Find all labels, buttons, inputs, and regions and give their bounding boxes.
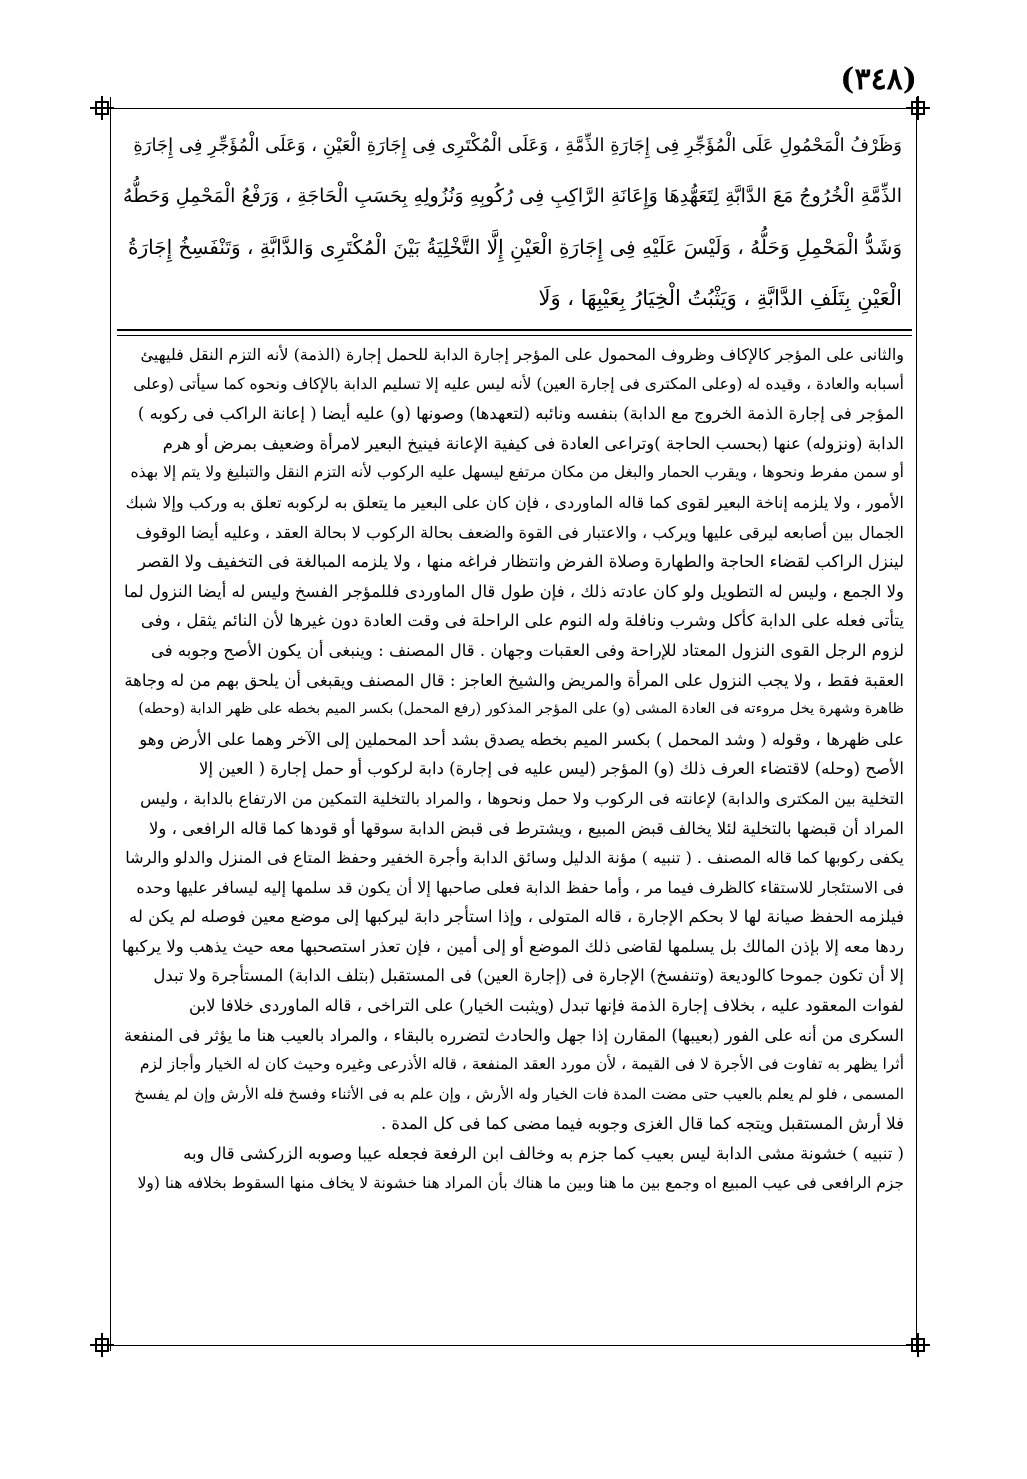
corner-ornament-icon [90, 1333, 114, 1357]
sharh-line: يكفى ركوبها كما قاله المصنف . ( تنبيه ) مؤنة الدليل وسائق الدابة وأجرة الخفير وحفظ المتاع فى المنزل والدلو والرشا [125, 848, 904, 868]
sharh-line: فيلزمه الحفظ صيانة لها لا بحكم الإجارة ، قاله المتولى ، وإذا استأجر دابة ليركبها إلى موضع معين فوصله لم يكن له [129, 907, 904, 927]
sharh-line: العقبة فقط ، ولا يجب النزول على المرأة والمريض والشيخ العاجز : قال المصنف ويقبغى أن يلحق بهم من له وجاهة [124, 670, 904, 690]
sharh-line: المراد أن قبضها بالتخلية لئلا يخالف قبض المبيع ، ويشترط فى قبض الدابة سوقها أو قودها كما قاله الرافعى ، ولا [148, 818, 904, 838]
sharh-line: إلا أن تكون جموحا كالوديعة (وتنفسخ) الإجارة فى (إجارة العين) فى المستقبل (بتلف الدابة) المستأجرة ولا تبدل [153, 966, 904, 986]
sharh-line: لزوم الرجل القوى النزول المعتاد للإراحة وفى العقبات وجهان . قال المصنف : وينبغى أن يكون الأصح وجوبه فى [150, 640, 904, 660]
bottom-rule [110, 1345, 918, 1346]
matn-separator-rule [117, 329, 912, 331]
sharh-line: فلا أرش المستقبل ويتجه كما قال الغزى وجوبه فيما مضى كما فى كل المدة . [380, 1114, 904, 1134]
sharh-line: ( تنبيه ) خشونة مشى الدابة ليس بعيب كما جزم به وخالف ابن الرفعة فجعله عيبا وصوبه الزركشى قال وبه [183, 1144, 904, 1164]
matn-text-block [122, 120, 902, 325]
matn-line: وَظَرْفُ الْمَحْمُولِ عَلَى الْمُؤَجِّرِ فِى إِجَارَةِ الذِّمَّةِ ، وَعَلَى الْمُكْتَرِى فِى إِجَارَةِ الْعَيْنِ ، وَعَلَى الْمُؤَجِّرِ فِى إِجَارَةِ [133, 135, 902, 156]
sharh-line: المؤجر فى إجارة الذمة الخروج مع الدابة) بنفسه ونائبه (لتعهدها) وصونها (و) عليه أيضا ( إعانة الراكب فى ركوبه ) [137, 404, 904, 424]
sharh-line: المسمى ، فلو لم يعلم بالعيب حتى مضت المدة فات الخيار وله الأرش ، وإن علم به فى الأثناء وفسخ فله الأرش وإن لم يفسخ [134, 1084, 904, 1103]
sharh-line: أو سمن مفرط ونحوها ، ويقرب الحمار والبغل من مكان مرتفع ليسهل عليه الركوب لأنه التزم النقل والتبليغ ولا يتم إلا بهذه [130, 463, 904, 482]
sharh-line: ظاهرة وشهرة يخل مروءته فى العادة المشى (و) على المؤجر المذكور (رفع المحمل) بكسر الميم بخطه على ظهر الدابة (وحطه) [138, 701, 904, 718]
sharh-line: التخلية بين المكترى والدابة) لإعانته فى الركوب ولا حمل ونحوها ، والمراد بالتخلية التمكين من الارتفاع بالدابة ، وليس [140, 788, 904, 808]
sharh-line: الجمال بين أصابعه ليرقى عليها ويركب ، والاعتبار فى القوة والضعف بحالة الركوب لا بحالة العقد ، وعليه أيضا الوقوف [135, 522, 904, 542]
sharh-line: على ظهرها ، وقوله ( وشد المحمل ) بكسر الميم بخطه يصدق بشد أحد المحملين إلى الآخر وهما على الأرض وهو [139, 729, 904, 749]
matn-line: وَشَدُّ الْمَحْمِلِ وَحَلُّهُ ، وَلَيْسَ عَلَيْهِ فِى إِجَارَةِ الْعَيْنِ إِلَّا التَّخْلِيَةُ بَيْنَ الْمُكْتَرِى وَالدَّابَّةِ ، وَتَنْفَسِخُ إِجَارَةُ [128, 235, 902, 259]
corner-ornament-icon [906, 96, 930, 120]
sharh-line: الأصح (وحله) لاقتضاء العرف ذلك (و) المؤجر (ليس عليه فى إجارة) دابة لركوب أو حمل إجارة ( العين إلا [199, 759, 904, 779]
sharh-line: الدابة (ونزوله) عنها (بحسب الحاجة )وتراعى العادة فى كيفية الإعانة فينيخ البعير لامرأة وضعيف بمرض أو هرم [162, 433, 904, 453]
sharh-line: لفوات المعقود عليه ، بخلاف إجارة الذمة فإنها تبدل (ويثبت الخيار) على التراخى ، قاله الماوردى خلافا لابن [188, 996, 904, 1016]
top-rule [110, 108, 918, 109]
sharh-line: ردها معه إلا بإذن المالك بل يسلمها لقاضى ذلك الموضع أو إلى أمين ، فإن تعذر استصحبها معه حيث يذهب ولا يركبها [121, 936, 904, 956]
corner-ornament-icon [90, 96, 114, 120]
page-number: (٣٤٨) [840, 62, 917, 97]
sharh-line: أثرا يظهر به تفاوت فى الأجرة لا فى القيمة ، لأن مورد العقد المنفعة ، قاله الأذرعى وغيره وحيث كان له الخيار وأجاز لزم [139, 1055, 904, 1074]
sharh-line: أسبابه والعادة ، وقيده له (وعلى المكترى فى إجارة العين) لأنه ليس عليه إلا تسليم الدابة بالإكاف ونحوه كما سيأتى (وعلى [133, 374, 904, 393]
sharh-line: جزم الرافعى فى عيب المبيع اه وجمع بين ما هنا وبين ما هناك بأن المراد هنا خشونة لا يخاف منها السقوط بخلافه هنا (ولا [137, 1173, 904, 1192]
sharh-commentary-block [120, 340, 904, 1320]
sharh-line: ولا الجمع ، وليس له التطويل ولو كان عادته ذلك ، فإن طول قال الماوردى فللمؤجر الفسخ وليس له أيضا النزول لما [124, 581, 904, 601]
sharh-line: فى الاستئجار للاستقاء كالظرف فيما مر ، وأما حفظ الدابة فعلى صاحبها إلا أن يكون قد سلمها إليه ليسافر عليها وحده [136, 877, 904, 897]
matn-separator-rule-thin [117, 335, 912, 336]
matn-line: الْعَيْنِ بِتَلَفِ الدَّابَّةِ ، وَيَثْبُتُ الْخِيَارُ بِعَيْبِهَا ، وَلَا [538, 286, 902, 310]
matn-line: الذِّمَّةِ الْخُرُوجُ مَعَ الدَّابَّةِ لِتَعَهُّدِهَا وَإِعَانَةِ الرَّاكِبِ فِى رُكُوبِهِ وَنُزُولِهِ بِحَسَبِ الْحَاجَةِ ، وَرَفْعُ الْمَحْمِلِ وَحَطُّهُ [123, 185, 902, 207]
corner-ornament-icon [906, 1333, 930, 1357]
sharh-line: الأمور ، ولا يلزمه إناخة البعير لقوى كما قاله الماوردى ، فإن كان على البعير ما يتعلق به لركوبه تعلق به وركب وإلا شبك [125, 492, 904, 512]
sharh-line: يتأتى فعله على الدابة كأكل وشرب ونافلة وله النوم على الراحلة فى وقت العادة دون غيرها لأن النائم يثقل ، وفى [140, 611, 904, 631]
sharh-line: والثانى على المؤجر كالإكاف وظروف المحمول على المؤجر إجارة الدابة للحمل إجارة (الذمة) لأنه التزم النقل فليهيئ [140, 345, 904, 364]
sharh-line: لينزل الراكب لقضاء الحاجة والطهارة وصلاة الفرض وانتظار فراغه منها ، ولا يلزمه المبالغة فى التخفيف ولا القصر [138, 552, 904, 572]
sharh-line: السكرى من أنه على الفور (بعيبها) المقارن إذا جهل والحادث لتضرره بالبقاء ، والمراد بالعيب هنا ما يؤثر فى المنفعة [124, 1025, 904, 1045]
